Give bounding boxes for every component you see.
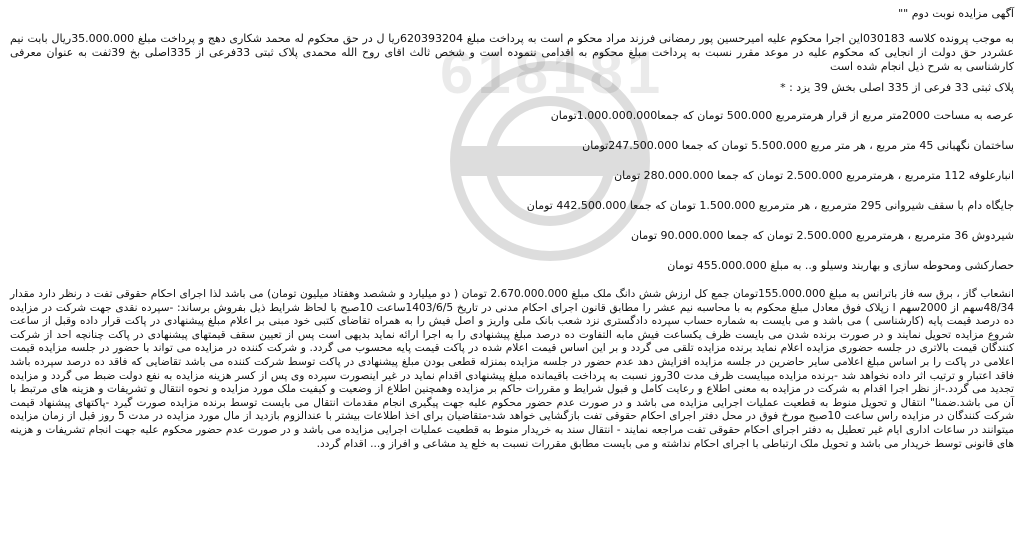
- list-item: جایگاه دام با سقف شیروانی 295 مترمربع ، هر مترمربع 1.500.000 تومان که جمعا 442.500.000 تومان: [526, 199, 1014, 212]
- list-item: حصارکشی ومحوطه سازی و بهاربند وسیلو و.. به مبلغ 455.000.000 تومان: [667, 259, 1014, 272]
- auction-conditions: انشعاب گاز ، برق سه فاز باترانس به مبلغ 155.000.000تومان جمع کل ارزش شش دانگ ملک مبلغ 2.670.000.000 تومان ( دو میلیارد و ششصد وهفتاد میلیون تومان) می باشد لذا اجرای احکام حقوقی تفت د رنظر دارد مقدار 48/34سهم از 2000سهم ا زپلاک فوق معادل مبلغ محکوم به با محاسبه نیم عشر را مطابق قانون اجرای احکام مدنی در تاریخ 1403/6/5ساعت 10صبح با لحاظ شرایط ذیل بفروش برساند: -سپرده نقدی جهت شرکت در مزایده ده درصد قیمت پایه (کارشناسی ) می باشد و می بایست به شماره حساب سپرده دادگستری نزد شعب بانک ملی واریز و اصل فیش را به همراه تقاضای کتبی خود مبنی بر اعلام مبلغ پیشنهادی در پاکت قرار داده وقبل از ساعت شروع مزایده تحویل نمایند و در صورت برنده شدن می بایست ظرف یکساعت فیش مابه التفاوت ده درصد مبلغ پیشنهادی را به اجرا ارائه نماید بدیهی است پس از تعیین سقف قیمتهای پیشنهادی در پاکت چنانچه احد از شرکت کنندگان قیمت بالاتری در جلسه حضوری مزایده اعلام نماید برنده مزایده تلقی می گردد و بر این اساس قیمت اعلام شده در پاکت قیمت پایه محسوب می گردد. و شرکت کننده در مزایده می تواند با حضور در جلسه مزایده قیمت اعلامی در پاکت را بر اساس مبلغ اعلامی سایر حاضرین در جلسه مزایده افزایش دهد عدم حضور در جلسه مزایده بمنزله قطعی بودن مبلغ پیشنهادی در پاکت توسط شرکت کننده می باشد تقاضایی که فاقد ده درصد سپرده باشد فاقد اعتبار و ترتیب اثر داده نخواهد شد -برنده مزایده میبایست ظرف مدت 30روز نسبت به پرداخت باقیمانده مبلغ پیشنهادی اقدام نماید در غیر اینصورت سپرده وی پس از کسر هزینه مزایده به نفع دولت ضبط می گردد و مزایده تجدید می گردد.-از نظر اجرا اقدام به شرکت در مزایده به معنی اطلاع و رعایت کامل و قبول شرایط و مقررات حاکم بر مزایده وهمچنین اطلاع از وضعیت و کیفیت ملک مورد مزایده و نحوه انتقال و تشریفات و هزینه های مرتبط با آن می باشد.ضمنا" انتقال و تحویل منوط به قطعیت عملیات اجرایی مزایده می باشد و در صورت عدم حضور محکوم علیه جهت پیگیری انجام مقدمات انتقال می بایست توسط برنده مزایده صورت گیرد -پاکتهای پیشنهاد قیمت شرکت کنندگان در مزایده راس ساعت 10صبح مورخ فوق در محل دفتر اجرای احکام حقوقی تفت بازگشایی خواهد شد-متقاضیان برای اخذ اطلاعات بیشتر با عندالزوم بازدید از مال مورد مزایده در مدت 5 روز قبل از زمان مزایده میتوانند در ساعات اداری ایام غیر تعطیل به دفتر اجرای احکام حقوقی تفت مراجعه نمایند - انتقال سند به خریدار منوط به قطعیت عملیات اجرایی مزایده می باشد و در صورت عدم حضور محکوم علیه جهت انجام تشریفات و هزینه های قانونی توسط خریدار می باشد و تحویل ملک ارتباطی با اجرای احکام نداشته و می بایست مطابق مقررات نسبت به خلع ید مشاعی و افراز و... اقدام گردد.: [10, 288, 1014, 450]
- notice-title: آگهی مزایده نوبت دوم "": [898, 7, 1014, 20]
- registry-plate: پلاک ثبتی 33 فرعی از 335 اصلی بخش 39 یزد : *: [780, 81, 1014, 94]
- list-item: ساختمان نگهبانی 45 متر مربع ، هر متر مربع 5.500.000 تومان که جمعا 247.500.000تومان: [582, 139, 1014, 152]
- watermark-number: 618181: [440, 39, 665, 106]
- list-item: شیردوش 36 مترمربع ، هرمترمربع 2.500.000 تومان که جمعا 90.000.000 تومان: [630, 229, 1014, 242]
- list-item: عرصه به مساحت 2000متر مربع از قرار هرمترمربع 500.000 تومان که جمعا1.000.000.000تومان: [550, 109, 1014, 122]
- list-item: انبارعلوفه 112 مترمربع ، هرمترمربع 2.500.000 تومان که جمعا 280.000.000 تومان: [614, 169, 1014, 182]
- notice-intro: به موجب پرونده کلاسه 030183این اجرا محکوم علیه امیرحسین پور رمضانی فرزند مراد محکو م است به پرداخت مبلغ 620393204ریا ل در حق محکوم له محمد شکاری دهج و پرداخت مبلغ 35.000.000ریال بابت نیم عشردر حق دولت از انجایی که محکوم علیه در موعد مقرر نسبت به پرداخت مبلغ محکوم به اقدامی ننموده است و شخص ثالث اقای روح الله محمدی پلاک ثبتی 33فرعی از 335اصلی بخ 39ثفت به عنوان معرفی کارشناسی به شرح ذیل انجام شده است: [10, 32, 1014, 73]
